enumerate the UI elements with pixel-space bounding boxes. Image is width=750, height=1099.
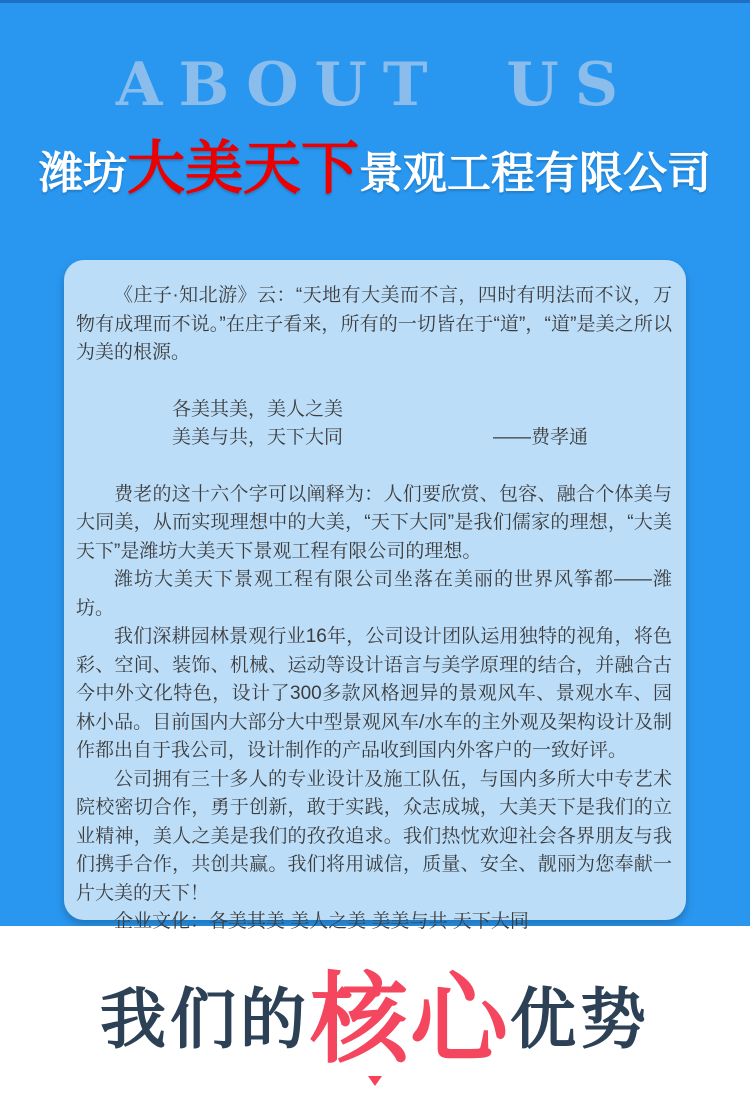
- explanation-paragraph: 费老的这十六个字可以阐释为：人们要欣赏、包容、融合个体美与大同美，从而实现理想中的大美，“天下大同”是我们儒家的理想，“大美天下”是潍坊大美天下景观工程有限公司的理想。: [76, 483, 672, 562]
- company-title-highlight: 大美天下: [126, 136, 359, 201]
- quote-block: [172, 396, 672, 453]
- intro-paragraph: 《庄子·知北游》云：“天地有大美而不言，四时有明法而不议，万物有成理而不说。”在庄子看来，所有的一切皆在于“道”，“道”是美之所以为美的根源。: [76, 285, 672, 363]
- quote-attribution: ——费孝通: [493, 427, 589, 448]
- core-advantage-section: [0, 926, 750, 1099]
- top-strip: [0, 0, 750, 3]
- down-arrow-icon: [368, 1076, 382, 1086]
- culture-line: 企业文化：各美其美 美人之美 美美与共 天下大同: [114, 911, 529, 932]
- core-advantage-heading: [0, 926, 750, 1074]
- company-title-suffix: 景观工程有限公司: [359, 149, 711, 198]
- business-paragraph: 我们深耕园林景观行业16年，公司设计团队运用独特的视角，将色彩、空间、装饰、机械、运动等设计语言与美学原理的结合，并融合古今中外文化特色，设计了300多款风格迥异的景观风车、景观水车、园林小品。目前国内大部分大中型景观风车/水车的主外观及架构设计及制作都出自于我公司，设计制作的产品收到国内外客户的一致好评。: [76, 626, 672, 761]
- quote-line-2-text: 美美与共，天下大同: [172, 427, 344, 448]
- core-heading-part1: 我们的: [99, 982, 310, 1056]
- company-title-prefix: 潍坊: [38, 149, 127, 198]
- quote-line-1: 各美其美，美人之美: [172, 398, 344, 420]
- company-title: [0, 133, 750, 220]
- core-heading-part2: 优势: [510, 982, 650, 1056]
- team-paragraph: 公司拥有三十多人的专业设计及施工队伍，与国内多所大中专艺术院校密切合作，勇于创新，敢于实践，众志成城，大美天下是我们的立业精神，美人之美是我们的孜孜追求。我们热忱欢迎社会各界朋友与我们携手合作，共创共赢。我们将用诚信，质量、安全、靓丽为您奉献一片大美的天下！: [76, 768, 672, 904]
- core-heading-highlight: 核心: [309, 964, 510, 1074]
- content-card: [64, 260, 686, 932]
- quote-line-2: [172, 424, 672, 453]
- location-paragraph: 潍坊大美天下景观工程有限公司坐落在美丽的世界风筝都——潍坊。: [76, 569, 672, 619]
- about-us-heading: ABOUT US: [115, 50, 635, 120]
